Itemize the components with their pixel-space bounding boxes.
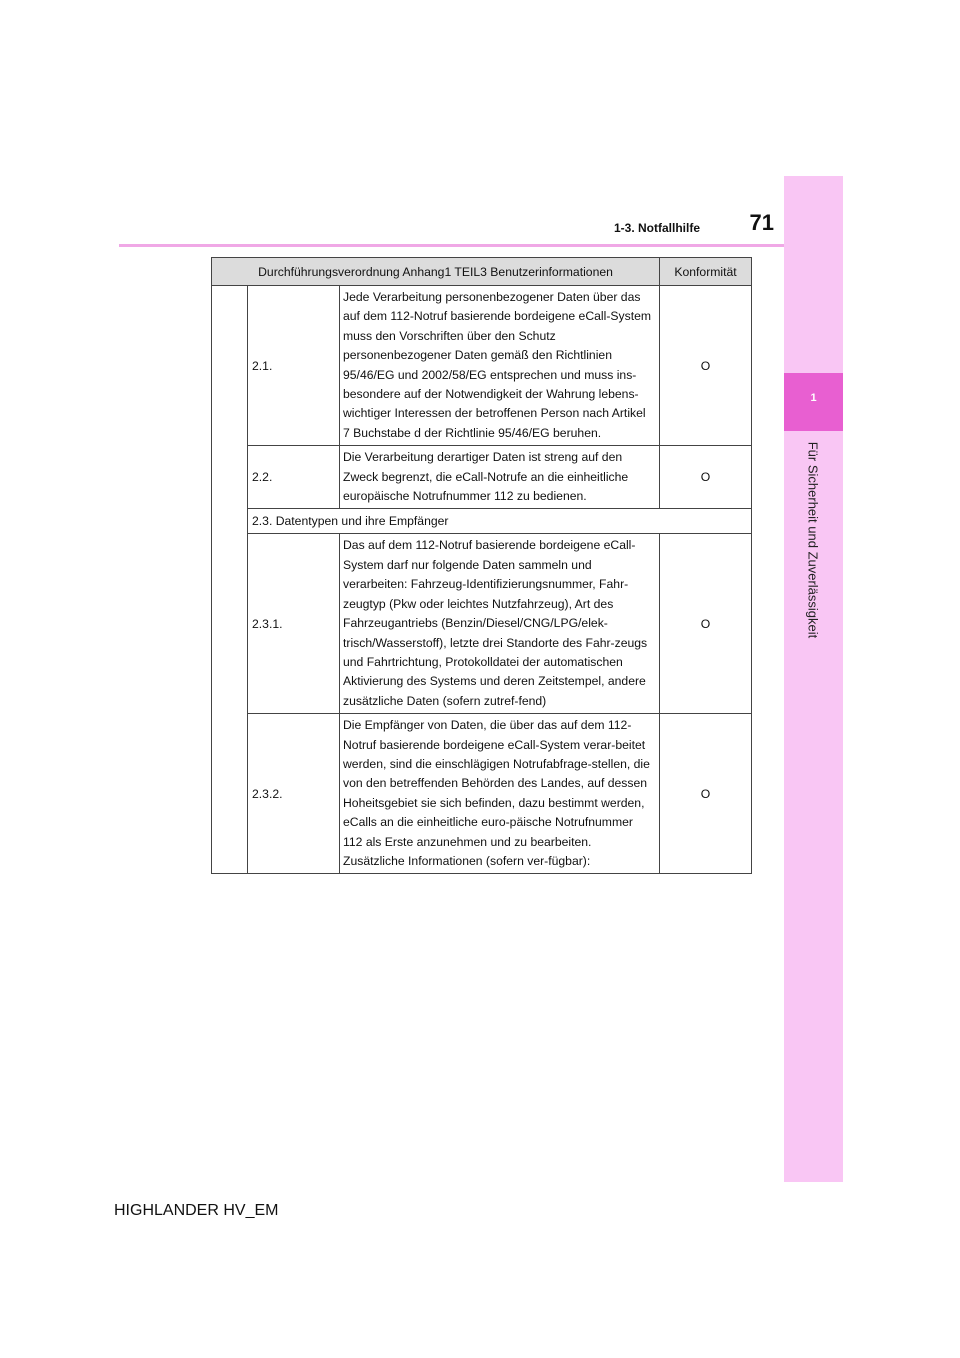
model-footer: HIGHLANDER HV_EM <box>114 1202 279 1219</box>
conformity-table <box>211 257 752 874</box>
chapter-side-tab <box>784 176 843 1182</box>
table-row <box>212 534 752 714</box>
column-header-conformity: Konformität <box>660 258 752 286</box>
row-conformity: O <box>660 446 752 509</box>
row-text: Das auf dem 112-Notruf basierende bordeigene eCall-System darf nur folgende Daten sammeln und verarbeiten: Fahrzeug-Identifizierungsnummer, Fahr-zeugtyp (Pkw oder leichtes Nutzfahrzeug), Art des Fahrzeugantriebs (Benzin/Diesel/CNG/LPG/elek-trisch/Wasserstoff), letzte drei Standorte des Fahr-zeugs und Fahrtrichtung, Protokolldatei der automatischen Aktivierung des Systems und deren Zeitstempel, andere zusätzliche Daten (sofern zutref-fend) <box>340 534 660 714</box>
table-header-row <box>212 258 752 286</box>
row-number: 2.2. <box>248 446 340 509</box>
chapter-number: 1 <box>810 392 817 404</box>
row-number: 2.3.1. <box>248 534 340 714</box>
row-conformity: O <box>660 286 752 446</box>
table-row <box>212 714 752 874</box>
row-text: Jede Verarbeitung personenbezogener Daten über das auf dem 112-Notruf basierende bordeigene eCall-System muss den Vorschriften über den Schutz personenbezogener Daten gemäß den Richtlinien 95/46/EG und 2002/58/EG entsprechen und muss ins-besondere auf der Notwendigkeit der Wahrung lebens-wichtiger Interessen der betroffenen Person nach Artikel 7 Buchstabe d der Richtlinie 95/46/EG beruhen. <box>340 286 660 446</box>
row-text: Die Verarbeitung derartiger Daten ist streng auf den Zweck begrenzt, die eCall-Notrufe an die einheitliche europäische Notrufnummer 112 zu bedienen. <box>340 446 660 509</box>
section-heading: 2.3. Datentypen und ihre Empfänger <box>248 509 752 534</box>
row-number: 2.3.2. <box>248 714 340 874</box>
indent-cell <box>212 286 248 874</box>
column-header-requirements: Durchführungsverordnung Anhang1 TEIL3 Benutzerinformationen <box>212 258 660 286</box>
table-section-row <box>212 509 752 534</box>
row-number: 2.1. <box>248 286 340 446</box>
table-row <box>212 286 752 446</box>
chapter-title: Für Sicherheit und Zuverlässigkeit <box>805 441 821 639</box>
header-rule <box>119 244 784 247</box>
row-conformity: O <box>660 714 752 874</box>
section-title: 1-3. Notfallhilfe <box>613 221 700 235</box>
row-conformity: O <box>660 534 752 714</box>
page-number: 71 <box>749 210 774 235</box>
table-row <box>212 446 752 509</box>
row-text: Die Empfänger von Daten, die über das auf dem 112-Notruf basierende bordeigene eCall-System verar-beitet werden, sind die einschlägigen Notrufabfrage-stellen, die von den betreffenden Behörden des Landes, auf dessen Hoheitsgebiet sie sich befinden, dazu bestimmt werden, eCalls an die einheitliche euro-päische Notrufnummer 112 als Erste anzunehmen und zu bearbeiten. Zusätzliche Informationen (sofern ver-fügbar): <box>340 714 660 874</box>
